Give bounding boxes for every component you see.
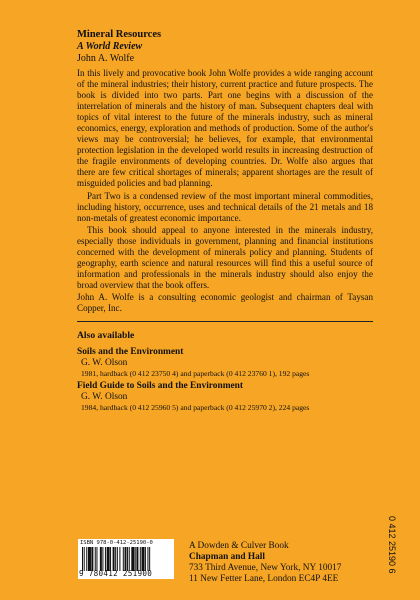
related-book — [77, 347, 373, 379]
barcode-digits: 9 780412 251900 — [79, 569, 153, 578]
book-subtitle: A World Review — [77, 41, 143, 52]
related-book-author: G. W. Olson — [81, 392, 128, 403]
related-book — [77, 381, 373, 413]
description-paragraph-1: In this lively and provocative book John Wolfe provides a wide ranging account of the mineral industries; their history, current practice and future prospects. The book is divided into two parts. Part one begins with a discussion of the interrelation of minerals and the history of man. Subsequent chapters deal with topics of vital interest to the future of the minerals industry, such as mineral economics, energy, exploration and methods of production. Some of the author's views may be controversial; he believes, for example, that environmental protection legislation in the developed world results in increasing destruction of the fragile environments of developing countries. Dr. Wolfe also argues that there are few critical shortages of minerals; apparent shortages are the result of misguided policies and bad planning. — [77, 68, 373, 189]
publisher-imprint: A Dowden & Culver Book — [189, 541, 289, 551]
description-paragraph-2: Part Two is a condensed review of the most important mineral commodities, including history, occurrence, uses and technical details of the 21 metals and 18 non-metals of greatest economic importance. — [77, 190, 373, 223]
author-bio: John A. Wolfe is a consulting economic geologist and chairman of Taysan Copper, Inc. — [77, 291, 373, 313]
publisher-block — [189, 541, 379, 585]
barcode-isbn-label: ISBN 978-0-412-25190-0 — [80, 540, 153, 546]
barcode-bars — [82, 547, 170, 571]
publisher-name: Chapman and Hall — [189, 552, 265, 562]
back-cover-content — [77, 29, 373, 415]
related-book-details: 1981, hardback (0 412 23750 4) and paperback (0 412 23760 1), 192 pages — [81, 369, 310, 379]
related-book-author: G. W. Olson — [81, 358, 128, 369]
also-available-heading: Also available — [77, 330, 135, 342]
book-title: Mineral Resources — [77, 29, 162, 40]
isbn-barcode — [78, 539, 174, 579]
section-divider — [77, 321, 373, 322]
spine-isbn: 0 412 25190 6 — [387, 516, 397, 574]
publisher-address-uk: 11 New Fetter Lane, London EC4P 4EE — [189, 574, 339, 584]
related-book-title: Soils and the Environment — [77, 347, 184, 358]
publisher-address-us: 733 Third Avenue, New York, NY 10017 — [189, 563, 342, 573]
book-author: John A. Wolfe — [77, 53, 135, 64]
related-book-title: Field Guide to Soils and the Environment — [77, 381, 243, 392]
description-paragraph-3: This book should appeal to anyone interested in the minerals industry, especially those individuals in government, planning and financial institutions concerned with the development of minerals policy and planning. Students of geography, earth science and natural resources will find this a useful source of information and professionals in the minerals industry should also enjoy the broad overview that the book offers. — [77, 224, 373, 290]
related-book-details: 1984, hardback (0 412 25960 5) and paperback (0 412 25970 2), 224 pages — [81, 403, 310, 413]
